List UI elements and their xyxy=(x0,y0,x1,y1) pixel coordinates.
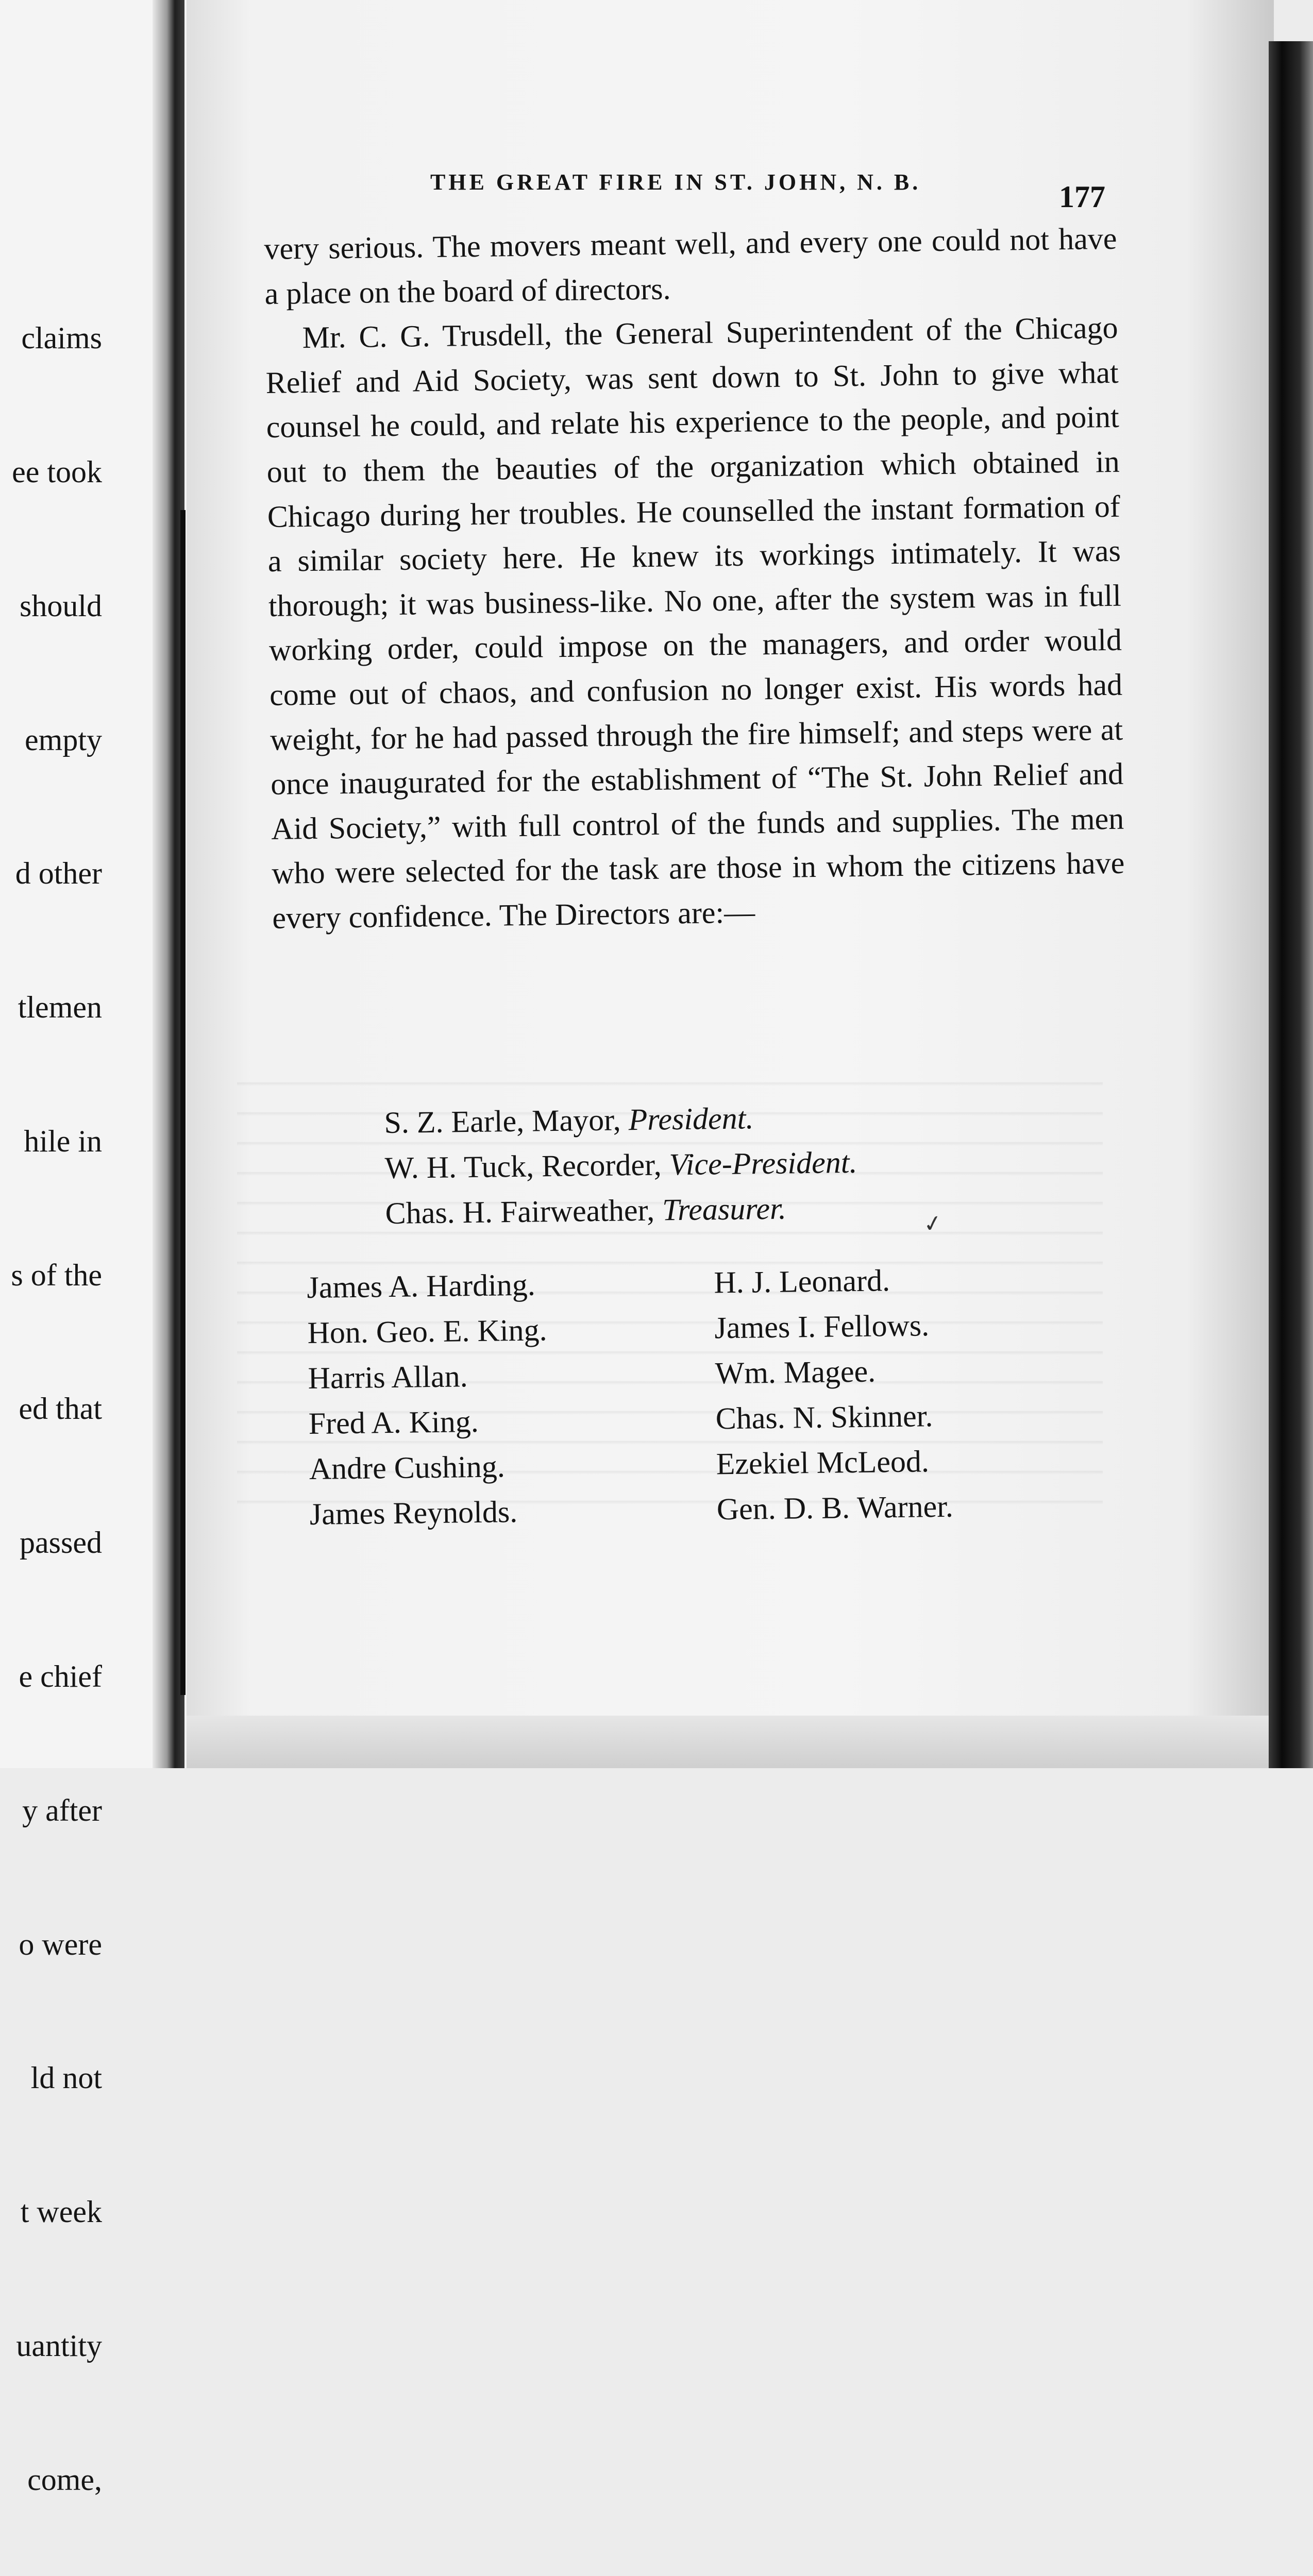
officers-list xyxy=(384,1094,858,1236)
page-bottom-edge xyxy=(187,1716,1274,1768)
director-name: Chas. N. Skinner. xyxy=(715,1399,933,1436)
book-edge-right xyxy=(1269,41,1313,1768)
left-fragment: ld not xyxy=(30,2061,102,2095)
left-fragment: y after xyxy=(22,1793,102,1827)
director-name: James I. Fellows. xyxy=(714,1308,930,1345)
officer-name: Chas. H. Fairweather, xyxy=(385,1193,655,1230)
officer-title: President. xyxy=(628,1101,754,1137)
officer-line xyxy=(384,1140,857,1191)
director-name: Ezekiel McLeod. xyxy=(716,1444,930,1481)
gutter-shadow-line xyxy=(180,510,186,1695)
page-number: 177 xyxy=(1059,180,1105,214)
director-name: Harris Allan. xyxy=(308,1359,468,1395)
director-name: Wm. Magee. xyxy=(715,1354,876,1391)
left-fragment: o were xyxy=(19,1927,102,1961)
directors-column-left xyxy=(307,1262,549,1537)
left-fragment: t week xyxy=(20,2195,102,2229)
directors-column-right xyxy=(714,1257,953,1532)
left-fragment: uantity xyxy=(16,2328,102,2363)
left-fragment: e chief xyxy=(19,1659,102,1693)
officer-title: Treasurer. xyxy=(662,1191,787,1227)
left-page-text-fragments xyxy=(11,227,102,2576)
director-name: H. J. Leonard. xyxy=(714,1263,890,1300)
officer-title: Vice-President. xyxy=(669,1145,857,1182)
left-fragment: come, xyxy=(27,2462,102,2497)
director-name: James A. Harding. xyxy=(307,1267,536,1304)
book-gutter xyxy=(153,0,184,1768)
left-fragment: s of the xyxy=(11,1258,102,1292)
left-fragment: ee took xyxy=(12,454,102,489)
director-name: James Reynolds. xyxy=(309,1495,518,1531)
left-fragment: hile in xyxy=(24,1124,102,1158)
director-name: Gen. D. B. Warner. xyxy=(716,1489,954,1527)
running-head: THE GREAT FIRE IN ST. JOHN, N. B. xyxy=(430,170,921,195)
left-fragment: d other xyxy=(15,856,102,891)
left-fragment: passed xyxy=(20,1526,102,1560)
left-fragment: claims xyxy=(21,321,102,355)
left-fragment: ed that xyxy=(19,1392,102,1426)
left-fragment: empty xyxy=(25,722,102,757)
left-fragment: should xyxy=(19,588,102,623)
officer-line xyxy=(385,1185,858,1236)
paragraph: very serious. The movers meant well, and every one could not have a place on the board of directors. xyxy=(264,221,1117,311)
officer-line xyxy=(384,1094,857,1145)
director-name: Hon. Geo. E. King. xyxy=(307,1313,547,1350)
left-fragment: tlemen xyxy=(18,990,102,1025)
body-text xyxy=(264,216,1125,941)
director-name: Andre Cushing. xyxy=(309,1449,506,1486)
paragraph: Mr. C. G. Trusdell, the General Superintendent of the Chicago Relief and Aid Society, was sent down to St. John to give what counsel he could, and relate his experience to the people, and point out to them the beauties of the organization which obtained in Chicago during her troubles. He counselled the instant formation of a similar society here. He knew its workings intimately. It was thorough; it was business-like. No one, after the system was in full working order, could impose on the managers, and order would come out of chaos, and confusion no longer exist. His words had weight, for he had passed through the fire himself; and steps were at once inaugurated for the establishment of “The St. John Relief and Aid Society,” with full control of the funds and supplies. The men who were selected for the task are those in whom the citizens have every confidence. The Directors are:— xyxy=(265,310,1125,935)
officer-name: W. H. Tuck, Recorder, xyxy=(384,1147,662,1185)
director-name: Fred A. King. xyxy=(308,1404,479,1440)
pencil-check-mark: ✓ xyxy=(921,1209,945,1239)
officer-name: S. Z. Earle, Mayor, xyxy=(384,1103,621,1140)
